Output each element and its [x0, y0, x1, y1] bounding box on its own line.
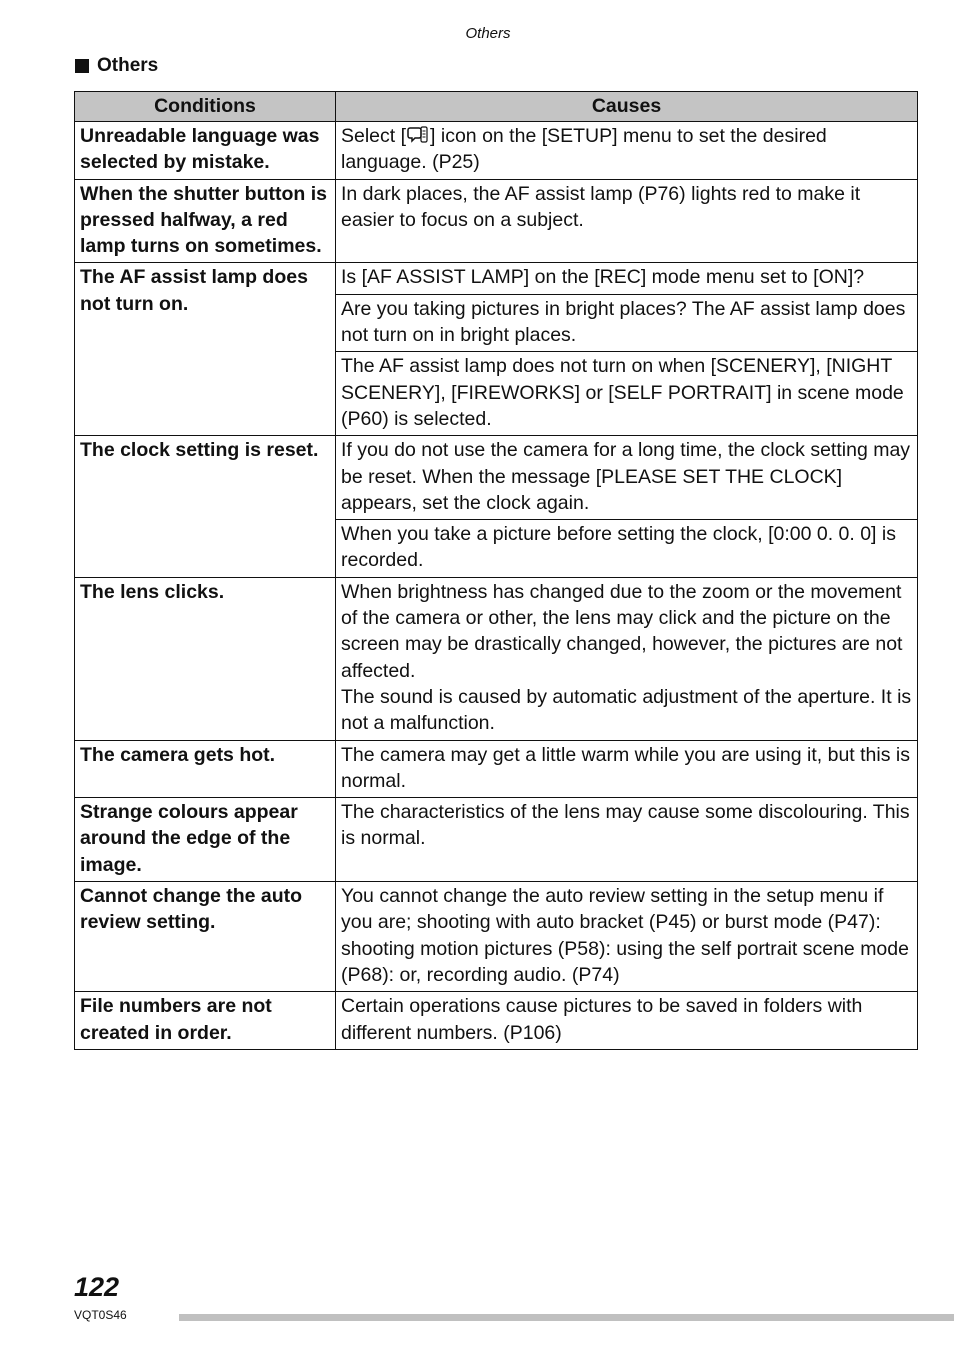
cause-cell: [336, 577, 918, 740]
condition-cell: File numbers are not created in order.: [75, 992, 336, 1050]
table-row: [75, 436, 918, 520]
condition-cell: The AF assist lamp does not turn on.: [75, 263, 336, 436]
table-row: [75, 798, 918, 882]
condition-cell: The lens clicks.: [75, 577, 336, 740]
table-row: [75, 122, 918, 180]
document-code: VQT0S46: [74, 1308, 127, 1322]
causes-header: Causes: [336, 92, 918, 122]
language-setup-icon: [406, 125, 430, 145]
condition-cell: Cannot change the auto review setting.: [75, 882, 336, 992]
table-row: [75, 179, 918, 263]
cause-cell: The AF assist lamp does not turn on when [SCENERY], [NIGHT SCENERY], [FIREWORKS] or [SELF PORTRAIT] in scene mode (P60) is selected.: [336, 352, 918, 436]
troubleshooting-table: [74, 91, 918, 1050]
cause-cell: When you take a picture before setting the clock, [0:00 0. 0. 0] is recorded.: [336, 520, 918, 578]
cause-cell: If you do not use the camera for a long time, the clock setting may be reset. When the message [PLEASE SET THE CLOCK] appears, set the clock again.: [336, 436, 918, 520]
cause-line: When brightness has changed due to the zoom or the movement of the camera or other, the lens may click and the picture on the screen may be drastically changed, however, the pictures are not affected.: [341, 580, 903, 682]
cause-cell: [336, 122, 918, 180]
running-header: Others: [465, 25, 511, 42]
cause-cell: Are you taking pictures in bright places? The AF assist lamp does not turn on in bright places.: [336, 294, 918, 352]
section-title: [75, 55, 158, 77]
cause-cell: The camera may get a little warm while you are using it, but this is normal.: [336, 740, 918, 798]
cause-line: The sound is caused by automatic adjustment of the aperture. It is not a malfunction.: [341, 685, 912, 735]
black-square-icon: [75, 59, 89, 73]
footer-bar: [179, 1314, 954, 1321]
table-row: [75, 263, 918, 294]
cause-suffix: ] icon on the [SETUP] menu to set the desired language. (P25): [341, 125, 827, 174]
cause-cell: In dark places, the AF assist lamp (P76) lights red to make it easier to focus on a subject.: [336, 179, 918, 263]
table-row: [75, 992, 918, 1050]
condition-cell: Strange colours appear around the edge of the image.: [75, 798, 336, 882]
condition-cell: The camera gets hot.: [75, 740, 336, 798]
cause-cell: You cannot change the auto review setting in the setup menu if you are; shooting with auto bracket (P45) or burst mode (P47): shooting motion pictures (P58): using the self portrait scene mode (P68): or, recording audio. (P74): [336, 882, 918, 992]
page-number: 122: [74, 1272, 120, 1302]
cause-prefix: Select [: [341, 125, 407, 147]
table-row: [75, 577, 918, 740]
cause-cell: The characteristics of the lens may cause some discolouring. This is normal.: [336, 798, 918, 882]
condition-cell: When the shutter button is pressed halfway, a red lamp turns on sometimes.: [75, 179, 336, 263]
table-row: [75, 740, 918, 798]
condition-cell: Unreadable language was selected by mistake.: [75, 122, 336, 180]
table-header-row: [75, 92, 918, 122]
conditions-header: Conditions: [75, 92, 336, 122]
section-title-text: Others: [97, 55, 159, 76]
table-row: [75, 882, 918, 992]
cause-cell: Is [AF ASSIST LAMP] on the [REC] mode menu set to [ON]?: [336, 263, 918, 294]
cause-cell: Certain operations cause pictures to be saved in folders with different numbers. (P106): [336, 992, 918, 1050]
condition-cell: The clock setting is reset.: [75, 436, 336, 577]
